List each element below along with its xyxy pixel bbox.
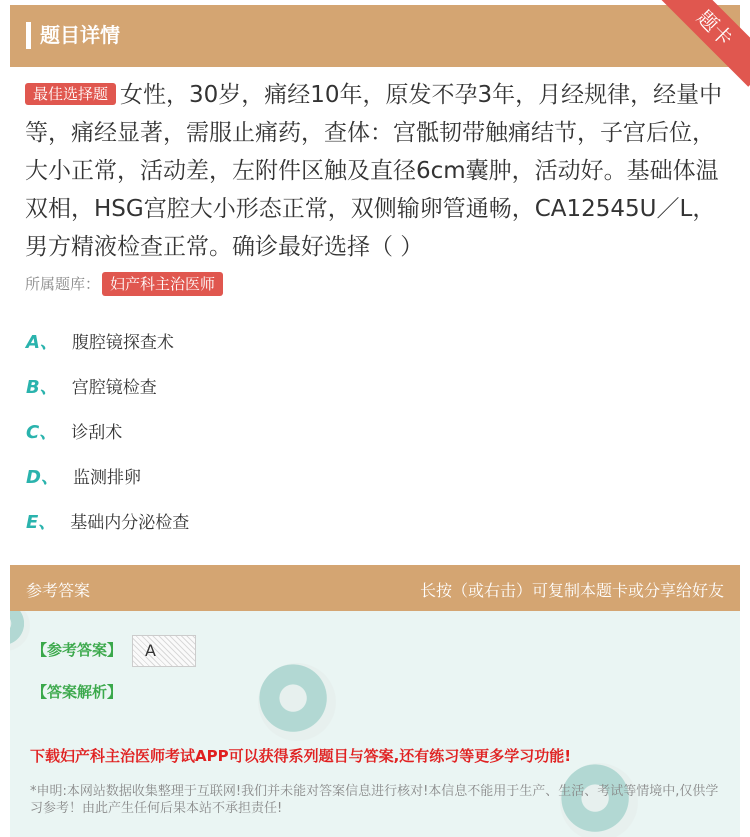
title-accent-bar — [26, 22, 31, 49]
option-letter: A、 — [26, 332, 58, 353]
option-text: 宫腔镜检查 — [71, 378, 157, 398]
title-bar — [10, 5, 740, 67]
reference-answer-label: 【参考答案】 — [32, 641, 123, 659]
watermark-logo — [10, 611, 30, 651]
option-letter: D、 — [26, 467, 59, 488]
question-bank-row — [25, 272, 223, 296]
option-c[interactable] — [26, 418, 122, 444]
option-text: 诊刮术 — [71, 423, 123, 443]
option-b[interactable] — [26, 373, 157, 399]
watermark-logo — [258, 663, 336, 741]
answer-section-title: 参考答案 — [26, 581, 91, 600]
analysis-label: 【答案解析】 — [32, 683, 123, 701]
option-e[interactable] — [26, 508, 189, 534]
reference-answer-value: A — [132, 635, 196, 667]
question-bank-label: 所属题库： — [25, 275, 101, 293]
question-type-badge: 最佳选择题 — [25, 83, 116, 105]
share-hint: 长按（或右击）可复制本题卡或分享给好友 — [419, 581, 724, 600]
corner-ribbon-label: 题卡 — [656, 0, 750, 87]
option-a[interactable] — [26, 328, 174, 354]
answer-header — [10, 565, 740, 611]
option-text: 腹腔镜探查术 — [71, 333, 174, 353]
question-stem: 女性，30岁，痛经10年，原发不孕3年，月经规律，经量中等，痛经显著，需服止痛药，查体：宫骶韧带触痛结节，子宫后位，大小正常，活动差，左附件区触及直径6cm囊肿，活动好。基础体温双相，HSG宫腔大小形态正常，双侧输卵管通畅，CA12545U／L，男方精液检查正常。确诊最好选择（ ） — [25, 82, 723, 260]
option-text: 基础内分泌检查 — [70, 513, 190, 533]
answer-panel — [10, 611, 740, 837]
app-promo-text[interactable]: 下载妇产科主治医师考试APP可以获得系列题目与答案,还有练习等更多学习功能! — [30, 747, 572, 765]
question-bank-tag[interactable]: 妇产科主治医师 — [102, 272, 223, 296]
option-letter: E、 — [26, 512, 57, 533]
disclaimer-text: *申明:本网站数据收集整理于互联网!我们并未能对答案信息进行核对!本信息不能用于生产、生活、考试等情境中,仅供学习参考！由此产生任何后果本站不承担责任! — [30, 784, 719, 816]
option-letter: B、 — [26, 377, 58, 398]
option-d[interactable] — [26, 463, 141, 489]
option-letter: C、 — [26, 422, 58, 443]
page-title: 题目详情 — [40, 23, 120, 47]
question-text-block — [25, 76, 725, 266]
option-text: 监测排卵 — [72, 468, 141, 488]
